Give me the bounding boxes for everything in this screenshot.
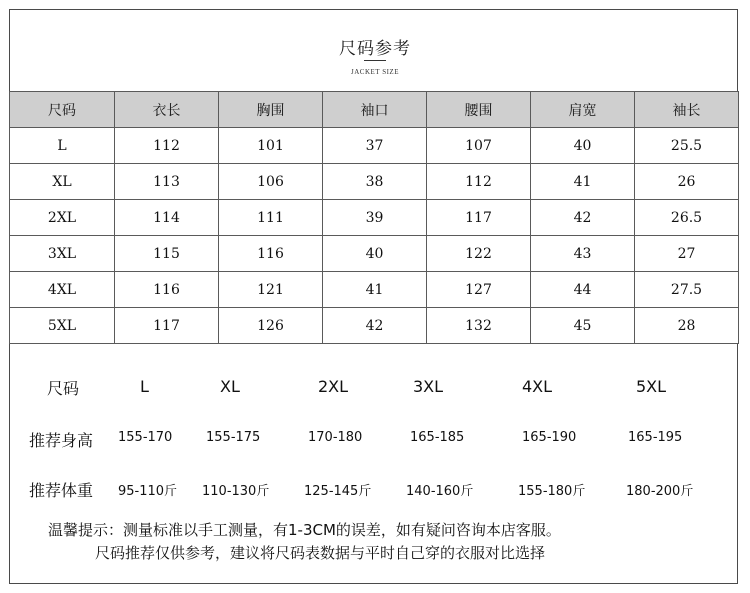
table-cell: 113 [115,164,219,200]
rec-height-item: 155-170 [118,430,173,445]
header-chest: 胸围 [219,92,323,128]
rec-size-item: XL [220,377,240,396]
table-cell: 38 [323,164,427,200]
rec-weight-item: 95-110斤 [118,484,178,499]
page-title: 尺码参考 [339,39,411,59]
table-cell: 112 [427,164,531,200]
table-cell: XL [10,164,115,200]
table-cell: 5XL [10,308,115,344]
table-cell: 43 [531,236,635,272]
table-row [10,272,739,308]
rec-weight-label: 推荐体重 [29,481,94,500]
header-shoulder: 肩宽 [531,92,635,128]
rec-weight-item: 140-160斤 [406,484,474,499]
table-cell: 27.5 [635,272,739,308]
rec-height-item: 155-175 [206,430,261,445]
table-cell: 41 [323,272,427,308]
rec-size-item: 5XL [636,377,667,396]
table-cell: 28 [635,308,739,344]
table-cell: 101 [219,128,323,164]
rec-weight-item: 110-130斤 [202,484,270,499]
rec-size-item: 2XL [318,377,349,396]
table-cell: 39 [323,200,427,236]
table-cell: 126 [219,308,323,344]
size-table [9,91,739,344]
rec-height-item: 165-195 [628,430,683,445]
table-cell: 42 [323,308,427,344]
table-header-row [10,92,739,128]
table-cell: 132 [427,308,531,344]
table-cell: 42 [531,200,635,236]
table-cell: 121 [219,272,323,308]
table-row [10,200,739,236]
table-row [10,308,739,344]
table-cell: 37 [323,128,427,164]
header-size: 尺码 [10,92,115,128]
rec-height-item: 165-190 [522,430,577,445]
rec-height-label: 推荐身高 [29,431,94,450]
rec-size-item: 3XL [413,377,444,396]
table-cell: 3XL [10,236,115,272]
table-cell: 40 [323,236,427,272]
table-cell: 115 [115,236,219,272]
notice-text-secondary: 尺码推荐仅供参考，建议将尺码表数据与平时自己穿的衣服对比选择 [95,544,546,562]
rec-height-item: 165-185 [410,430,465,445]
table-cell: 127 [427,272,531,308]
table-cell: L [10,128,115,164]
rec-weight-item: 155-180斤 [518,484,586,499]
rec-weight-item: 180-200斤 [626,484,694,499]
table-cell: 27 [635,236,739,272]
table-cell: 44 [531,272,635,308]
rec-size-item: L [140,377,149,396]
rec-height-item: 170-180 [308,430,363,445]
table-cell: 41 [531,164,635,200]
title-divider [364,60,386,61]
table-cell: 26.5 [635,200,739,236]
table-row [10,236,739,272]
table-row [10,128,739,164]
table-cell: 26 [635,164,739,200]
table-cell: 40 [531,128,635,164]
table-cell: 122 [427,236,531,272]
table-cell: 45 [531,308,635,344]
header-length: 衣长 [115,92,219,128]
table-cell: 111 [219,200,323,236]
table-cell: 25.5 [635,128,739,164]
notice-text: 温馨提示：测量标准以手工测量，有1-3CM的误差，如有疑问咨询本店客服。 [48,521,561,539]
header-sleeve: 袖长 [635,92,739,128]
header-waist: 腰围 [427,92,531,128]
table-cell: 116 [115,272,219,308]
page-subtitle: JACKET SIZE [351,68,399,76]
rec-size-item: 4XL [522,377,553,396]
rec-weight-item: 125-145斤 [304,484,372,499]
table-cell: 117 [427,200,531,236]
table-cell: 4XL [10,272,115,308]
table-cell: 2XL [10,200,115,236]
rec-size-label: 尺码 [47,379,80,398]
table-cell: 106 [219,164,323,200]
table-cell: 117 [115,308,219,344]
header-cuff: 袖口 [323,92,427,128]
table-cell: 107 [427,128,531,164]
table-row [10,164,739,200]
table-cell: 114 [115,200,219,236]
table-cell: 112 [115,128,219,164]
table-cell: 116 [219,236,323,272]
